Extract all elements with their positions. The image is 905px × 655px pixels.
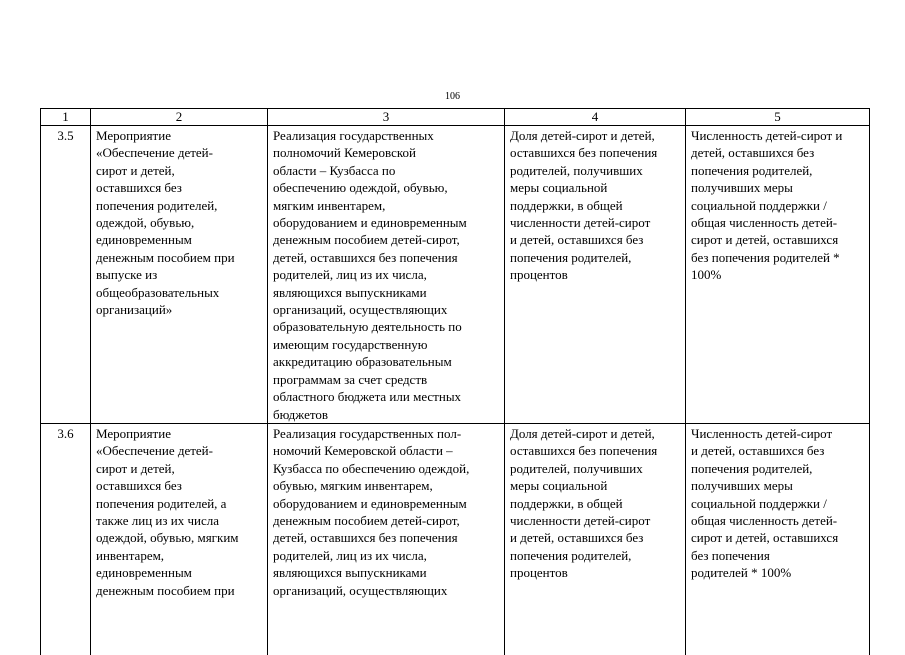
row-number: 3.6 xyxy=(41,423,91,655)
description-cell: Реализация государственных пол- номочий Кемеровской области – Кузбасса по обеспечению одеждой, обувью, мягким инвентарем, оборудованием и единовременным денежным пособием детей-сирот, детей, оставшихся без попечения родителей, лиц из их числа, являющихся выпускниками организаций, осуществляющих xyxy=(268,423,505,655)
column-header-2: 2 xyxy=(91,109,268,126)
table-header-row xyxy=(41,109,870,126)
formula-cell: Численность детей-сирот и детей, оставшихся без попечения родителей, получивших меры социальной поддержки / общая численность детей- сирот и детей, оставшихся без попечения родителей * 100% xyxy=(686,126,870,424)
measures-table xyxy=(40,108,870,655)
column-header-4: 4 xyxy=(505,109,686,126)
page-number: 106 xyxy=(445,91,460,102)
column-header-1: 1 xyxy=(41,109,91,126)
description-cell: Реализация государственных полномочий Кемеровской области – Кузбасса по обеспечению одеждой, обувью, мягким инвентарем, оборудованием и единовременным денежным пособием детей-сирот, детей, оставшихся без попечения родителей, лиц из их числа, являющихся выпускниками организаций, осуществляющих образовательную деятельность по имеющим государственную аккредитацию образовательным программам за счет средств областного бюджета или местных бюджетов xyxy=(268,126,505,424)
event-cell: Мероприятие «Обеспечение детей- сирот и детей, оставшихся без попечения родителей, а также лиц из их числа одеждой, обувью, мягким инвентарем, единовременным денежным пособием при xyxy=(91,423,268,655)
indicator-cell: Доля детей-сирот и детей, оставшихся без попечения родителей, получивших меры социальной поддержки, в общей численности детей-сирот и детей, оставшихся без попечения родителей, процентов xyxy=(505,423,686,655)
table-row xyxy=(41,126,870,424)
column-header-5: 5 xyxy=(686,109,870,126)
row-number: 3.5 xyxy=(41,126,91,424)
column-header-3: 3 xyxy=(268,109,505,126)
formula-cell: Численность детей-сирот и детей, оставшихся без попечения родителей, получивших меры социальной поддержки / общая численность детей- сирот и детей, оставшихся без попечения родителей * 100% xyxy=(686,423,870,655)
indicator-cell: Доля детей-сирот и детей, оставшихся без попечения родителей, получивших меры социальной поддержки, в общей численности детей-сирот и детей, оставшихся без попечения родителей, процентов xyxy=(505,126,686,424)
table-row xyxy=(41,423,870,655)
event-cell: Мероприятие «Обеспечение детей- сирот и детей, оставшихся без попечения родителей, одеждой, обувью, единовременным денежным пособием при выпуске из общеобразовательных организаций» xyxy=(91,126,268,424)
